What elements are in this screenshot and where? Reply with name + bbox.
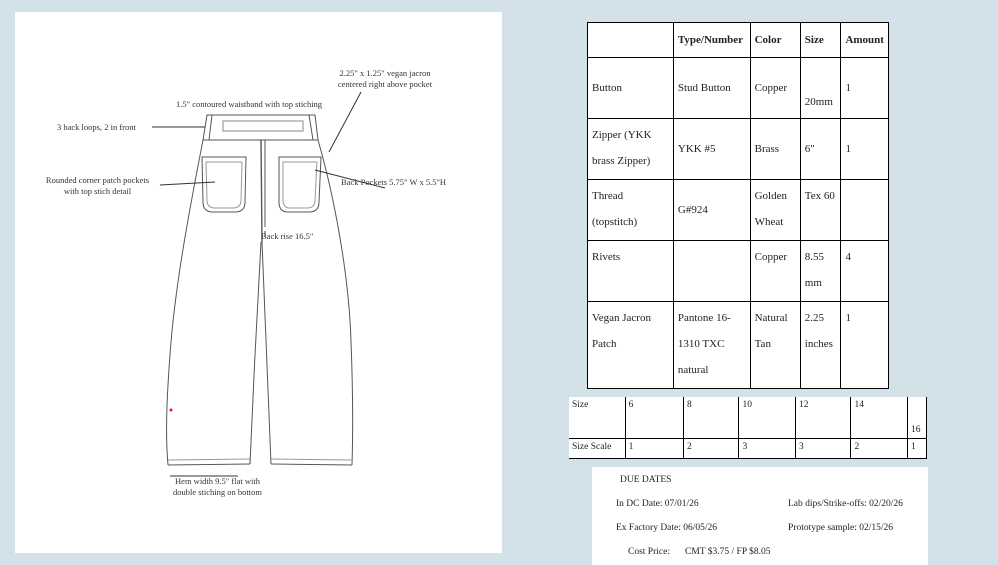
size-scale-cell: 1 <box>625 438 683 458</box>
table-cell: 4 <box>841 241 889 302</box>
annotation-patch-pockets: Rounded corner patch pockets with top stich detail <box>45 175 150 196</box>
size-cell: 16 <box>907 397 926 438</box>
size-cell: 14 <box>851 397 908 438</box>
table-row <box>588 241 889 302</box>
table-cell: YKK #5 <box>673 119 750 180</box>
table-cell: 2.25 inches <box>800 302 841 389</box>
trims-header-cell: Color <box>750 23 800 58</box>
ex-factory-date: Ex Factory Date: 06/05/26 <box>616 523 718 533</box>
trims-header-cell: Size <box>800 23 841 58</box>
annotation-hem: Hem width 9.5" flat with double stiching on bottom <box>172 476 262 497</box>
size-cell: 6 <box>625 397 683 438</box>
pants-back-sketch <box>15 12 502 553</box>
tech-sketch-panel <box>15 12 502 553</box>
table-cell: Zipper (YKK brass Zipper) <box>588 119 674 180</box>
table-row <box>588 119 889 180</box>
table-cell: Copper <box>750 58 800 119</box>
annotation-waistband: 1.5" contoured waistband with top stiching <box>176 99 323 109</box>
table-cell: Rivets <box>588 241 674 302</box>
trims-header-cell: Type/Number <box>673 23 750 58</box>
prototype-sample-date: Prototype sample: 02/15/26 <box>788 523 894 533</box>
table-cell: 1 <box>841 119 889 180</box>
table-cell: Natural Tan <box>750 302 800 389</box>
table-cell <box>841 180 889 241</box>
size-scale-row <box>569 438 927 458</box>
table-cell: Pantone 16-1310 TXC natural <box>673 302 750 389</box>
table-cell: Tex 60 <box>800 180 841 241</box>
table-row <box>588 180 889 241</box>
size-label: Size <box>569 397 625 438</box>
size-scale-cell: 2 <box>851 438 908 458</box>
table-cell: 8.55 mm <box>800 241 841 302</box>
annotation-patch: 2.25" x 1.25" vegan jacron centered right above pocket <box>337 68 433 89</box>
table-cell: 1 <box>841 302 889 389</box>
cost-price-label: Cost Price: <box>628 547 670 557</box>
size-scale-cell: 3 <box>739 438 796 458</box>
table-cell: Vegan Jacron Patch <box>588 302 674 389</box>
size-cell: 8 <box>684 397 739 438</box>
table-cell <box>673 241 750 302</box>
marker-dot <box>170 409 173 412</box>
size-cell: 10 <box>739 397 796 438</box>
table-cell: 6" <box>800 119 841 180</box>
size-scale-cell: 3 <box>795 438 851 458</box>
table-cell: 1 <box>841 58 889 119</box>
table-cell: Stud Button <box>673 58 750 119</box>
annotation-back-pockets: Back Pockets 5.75" W x 5.5"H <box>341 177 447 187</box>
size-cell: 12 <box>795 397 851 438</box>
table-cell: Golden Wheat <box>750 180 800 241</box>
size-scale-cell: 2 <box>684 438 739 458</box>
trims-header-cell: Amount <box>841 23 889 58</box>
due-dates-panel <box>592 467 928 565</box>
annotation-back-rise: Back rise 16.5" <box>261 231 314 241</box>
table-cell: Button <box>588 58 674 119</box>
trims-table <box>587 22 889 389</box>
size-row <box>569 397 927 438</box>
table-cell: Thread (topstitch) <box>588 180 674 241</box>
table-cell: Brass <box>750 119 800 180</box>
due-dates-title: DUE DATES <box>620 475 672 485</box>
size-scale-table <box>569 397 927 459</box>
table-cell: 20mm <box>800 58 841 119</box>
table-cell: Copper <box>750 241 800 302</box>
in-dc-date: In DC Date: 07/01/26 <box>616 499 699 509</box>
size-scale-label: Size Scale <box>569 438 625 458</box>
size-scale-cell: 1 <box>907 438 926 458</box>
cost-price-value: CMT $3.75 / FP $8.05 <box>685 547 771 557</box>
trims-header-row <box>588 23 889 58</box>
table-row <box>588 58 889 119</box>
table-row <box>588 302 889 389</box>
trims-header-cell <box>588 23 674 58</box>
lab-dips-date: Lab dips/Strike-offs: 02/20/26 <box>788 499 903 509</box>
table-cell: G#924 <box>673 180 750 241</box>
annotation-back-loops: 3 back loops, 2 in front <box>57 122 136 132</box>
